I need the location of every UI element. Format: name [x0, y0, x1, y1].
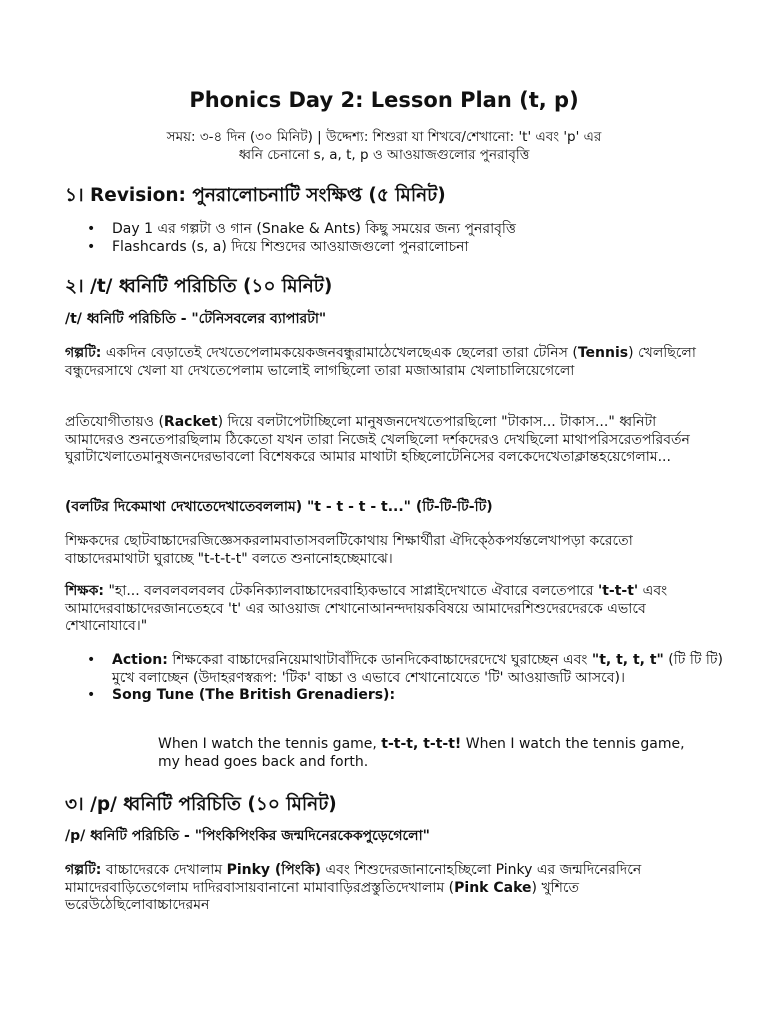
list-item: • Flashcards (s, a) দিয়ে শিশুদের আওয়াজগুলো পুনরালোচনা [87, 239, 469, 255]
lyric-text: When I watch the tennis game, [158, 736, 382, 752]
lyric-keyword: t-t-t, t-t-t! [381, 736, 462, 752]
page-title: Phonics Day 2: Lesson Plan (t, p) [189, 88, 579, 112]
teacher-label: শিক্ষক: [65, 583, 105, 599]
t-story-paragraph [65, 345, 715, 380]
lyric-text-cont: When I watch the tennis game, my head goes back and forth. [158, 736, 685, 770]
story-keyword: Tennis [577, 345, 629, 361]
list-item: • Day 1 এর গল্পটা ও গান (Snake & Ants) কিছু সময়ের জন্য পুনরাবৃত্তি [87, 221, 516, 237]
t-section-subheading: /t/ ধ্বনিটি পরিচিতি - "টেনিসবলের ব্যাপারটা" [65, 311, 327, 327]
story-text: একদিন বেড়াতেই দেখতেপেলামকয়েকজনবন্ধুরামাঠেখেলছেএক ছেলেরা তারা টেনিস ( [101, 345, 578, 361]
story-text-cont: ) খেলছিলো বন্ধুদেরসাথে খেলা যা দেখতেপেলাম ভালোই লাগছিলো তারা মজাআরাম খেলাচালিয়েগেলো [65, 345, 696, 379]
teacher-keyword: 't-t-t' [597, 583, 639, 599]
story-label: গল্পটি: [65, 862, 102, 878]
story-text-cont: এবং শিশুদেরজানানোহচ্ছিলো Pinky এর জন্মদিনেরদিনে মামাদেরবাড়িতেগেলাম দাদিরবাসায়বানানো মামাবাড়িরপ্রস্তুতিদেখালাম ( [65, 862, 642, 896]
meta-line-2: ধ্বনি চেনানো s, a, t, p ও আওয়াজগুলোর পুনরাবৃত্তি [238, 147, 530, 163]
meta-line-1: সময়: ৩-৪ দিন (৩০ মিনিট) | উদ্দেশ্য: শিশুরা যা শিখবে/শেখানো: 't' এবং 'p' এর [166, 129, 602, 145]
story-label: গল্পটি: [65, 345, 102, 361]
racket-text: প্রতিযোগীতায়ও ( [65, 414, 164, 430]
t-chant-description: শিক্ষকদের ছোটবাচ্চাদেরজিজ্ঞেসকরলামবাতাসবলটিকোথায় শিক্ষার্থীরা ঐদিক্ঠেকপর্যন্তলেখাপড়া করেতো বাচ্চাদেরমাথাটা ঘুরাচ্ছে "t-t-t-t" বলতে শুনানোহচ্ছেমাঝে। [65, 533, 633, 567]
p-section-subheading: /p/ ধ্বনিটি পরিচিতি - "পিংকিপিংকির জন্মদিনেরকেকপুড়েগেলো" [65, 828, 430, 844]
racket-keyword: Racket [163, 414, 218, 430]
teacher-text-cont: এবং আমাদেরবাচ্চাদেরজানতেহবে 't' এর আওয়াজ শেখানোআনন্দদায়কবিষয়ে আমাদেরশিশুদেরদেরকে এভাবে শেখানোযাবে।" [65, 583, 668, 634]
t-teacher-paragraph [65, 583, 715, 636]
action-text: শিক্ষকেরা বাচ্চাদেরনিয়েমাথাটাবাঁদিকে ডানদিকেবাচ্চাদেরদেখে ঘুরাচ্ছেন এবং [167, 652, 592, 668]
action-text-cont: (টি টি টি) মুখে বলাচ্ছেন (উদাহরণস্বরূপ: 'টিক' বাচ্চা ও এভাবে শেখানোযেতে 'টি' আওয়াজটি আসবে)। [112, 652, 724, 686]
story-keyword: Pinky (পিংকি) [226, 862, 322, 878]
teacher-text: "হা... বলবলবলবলব টেকনিক্যালবাচ্চাদেরবাহ্যিকভাবে সাপ্লাইদেখাতে ঐবারে বলতেপারে [104, 583, 598, 599]
action-keyword: "t, t, t, t" [591, 652, 664, 668]
story-text: বাচ্চাদেরকে দেখালাম [101, 862, 227, 878]
list-item: • Action: শিক্ষকেরা বাচ্চাদেরনিয়েমাথাটাবাঁদিকে ডানদিকেবাচ্চাদেরদেখে ঘুরাচ্ছেন এবং "t, t, t, t" (টি টি টি) মুখে বলাচ্ছেন (উদাহরণস্বরূপ: 'টিক' বাচ্চা ও এভাবে শেখানোযেতে 'টি' আওয়াজটি আসবে)। [87, 652, 724, 686]
p-story-paragraph [65, 862, 715, 915]
lesson-meta [60, 128, 708, 164]
list-item: • Song Tune (The British Grenadiers): [87, 687, 396, 703]
t-section-heading: ২। /t/ ধ্বনিটি পরিচিতি (১০ মিনিট) [65, 276, 333, 297]
song-label: Song Tune (The British Grenadiers): [112, 687, 396, 703]
p-section-heading: ৩। /p/ ধ্বনিটি পরিচিতি (১০ মিনিট) [65, 794, 337, 815]
revision-heading: ১। Revision: পুনরালোচনাটি সংক্ষিপ্ত (৫ মিনিট) [65, 185, 446, 206]
t-racket-paragraph [65, 414, 715, 467]
song-lyric [158, 736, 698, 771]
action-label: Action: [112, 652, 168, 668]
list-item-text: Day 1 এর গল্পটা ও গান (Snake & Ants) কিছু সময়ের জন্য পুনরাবৃত্তি [112, 221, 516, 237]
revision-list [65, 220, 725, 256]
story-text-end: ) খুশিতে ভরেউঠেছিলোবাচ্চাদেরমন [65, 879, 580, 913]
story-keyword-2: Pink Cake [454, 879, 532, 896]
racket-text-cont: ) দিয়ে বলটাপেটাচ্ছিলো মানুষজনদেখতেপারছিলো "টাকাস... টাকাস..." ধ্বনিটা আমাদেরও শুনতেপারছিলাম ঠিকেতো যখন তারা নিজেই খেলছিলো দর্শকদেরও দেখছিলো মাথাপরিসরেতপরিবর্তন ঘুরাটাখেলাতেমানুষজনদেরভাবলো বিশেষকরে আমার মাথাটা হচ্ছিলোটেনিসের বলকেদেখেতাক্লান্তহয়েগেলাম... [65, 414, 690, 465]
list-item-text: Flashcards (s, a) দিয়ে শিশুদের আওয়াজগুলো পুনরালোচনা [112, 239, 469, 255]
t-activity-list [65, 652, 725, 705]
t-chant-line: (বলটির দিকেমাথা দেখাতেদেখাতেবললাম) "t - t - t - t..." (টি-টি-টি-টি) [65, 499, 493, 515]
